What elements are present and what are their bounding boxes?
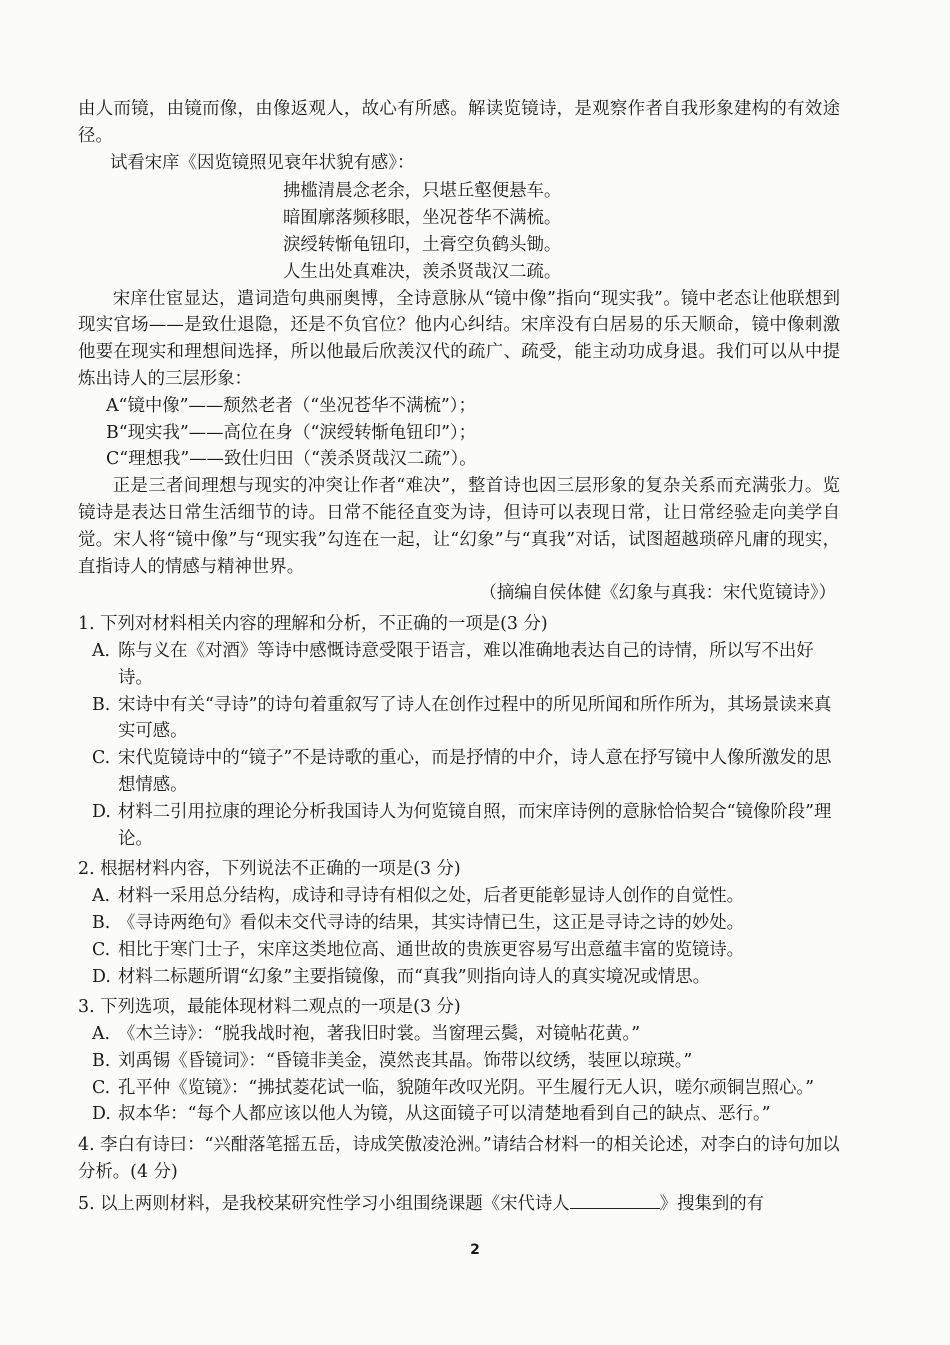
poem-line: 暗囿廓落频移眼，坐况苍华不满梳。 — [283, 208, 562, 229]
question-stem: 3. 下列选项，最能体现材料二观点的一项是(3 分) — [78, 997, 461, 1018]
option — [78, 910, 840, 937]
question-stem: 2. 根据材料内容，下列说法不正确的一项是(3 分) — [78, 859, 461, 880]
option-letter: A. — [92, 886, 111, 907]
option-letter: D. — [92, 1104, 111, 1125]
image-item: B“现实我”——高位在身（“淚绶转惭龟钮印”）； — [106, 422, 477, 443]
option-text: 材料二标题所谓“幻象”主要指镜像，而“真我”则指向诗人的真实境况或情思。 — [118, 966, 711, 987]
option — [78, 1048, 840, 1075]
poem-line: 淚绶转惭龟钮印，土膏空负鹤头锄。 — [283, 234, 562, 255]
analysis-paragraph: 宋庠仕宦显达，遣词造句典丽奥博，全诗意脉从“镜中像”指向“现实我”。镜中老态让他联想到现实官场——是致仕退隐，还是不负官位？他内心纠结。宋庠没有白居易的乐天顺命，镜中像刺激他要在现实和理想间选择，所以他最后欣羡汉代的疏广、疏受，能主动功成身退。我们可以从中提炼出诗人的三层形象： — [78, 288, 840, 389]
question-stem: 1. 下列对材料相关内容的理解和分析，不正确的一项是(3 分) — [78, 614, 548, 635]
option — [78, 937, 840, 964]
poem-title: 试看宋庠《因览镜照见衰年状貌有感》： — [110, 152, 415, 173]
option-letter: D. — [92, 966, 111, 987]
option-text: 陈与义在《对酒》等诗中感慨诗意受限于语言，难以准确地表达自己的诗情，所以写不出好诗。 — [118, 640, 814, 688]
option-text: 宋代览镜诗中的“镜子”不是诗歌的重心，而是抒情的中介，诗人意在抒写镜中人像所激发的思想情感。 — [118, 748, 832, 795]
question-5-text-end: 》搜集到的有 — [659, 1193, 765, 1214]
option-letter: A. — [92, 1024, 111, 1045]
question-5-text: 5. 以上两则材料，是我校某研究性学习小组围绕课题《宋代诗人 — [78, 1193, 570, 1214]
option-letter: C. — [92, 939, 111, 960]
option-text: 宋诗中有关“寻诗”的诗句着重叙写了诗人在创作过程中的所见所闻和所作所为，其场景读来真实可感。 — [118, 694, 832, 742]
intro-paragraph: 由人而镜，由镜而像，由像返观人，故心有所感。解读览镜诗，是观察作者自我形象建构的有效途径。 — [78, 99, 840, 146]
option — [78, 1101, 840, 1128]
option-letter: C. — [92, 1077, 111, 1098]
page-number: 2 — [470, 1242, 480, 1258]
answer-blank[interactable] — [570, 1190, 660, 1209]
option — [78, 883, 840, 910]
option-text: 材料二引用拉康的理论分析我国诗人为何览镜自照，而宋庠诗例的意脉恰恰契合“镜像阶段”理论。 — [118, 801, 832, 849]
question-1 — [78, 611, 840, 852]
option-letter: B. — [92, 912, 111, 933]
document-page — [78, 96, 840, 1218]
question-5 — [78, 1190, 840, 1218]
question-2 — [78, 856, 840, 990]
option — [78, 638, 840, 692]
option-text: 材料一采用总分结构，成诗和寻诗有相似之处，后者更能彰显诗人创作的自觉性。 — [118, 886, 745, 907]
poem-line: 拂槛清晨念老余，只堪丘壑便悬车。 — [283, 181, 562, 202]
option-letter: C. — [92, 748, 111, 769]
option-text: 叔本华：“每个人都应该以他人为镜，从这面镜子可以清楚地看到自己的缺点、恶行。” — [118, 1104, 771, 1125]
image-item: C“理想我”——致仕归田（“羡杀贤哉汉二疏”）。 — [106, 449, 477, 470]
option — [78, 692, 840, 746]
option-text: 《木兰诗》：“脱我战时袍，著我旧时裳。当窗理云鬓，对镜帖花黄。” — [118, 1024, 641, 1045]
option-text: 相比于寒门士子，宋庠这类地位高、通世故的贵族更容易写出意蕴丰富的览镜诗。 — [118, 939, 745, 960]
option — [78, 799, 840, 853]
option-letter: B. — [92, 694, 111, 715]
poem — [78, 178, 840, 285]
option — [78, 1075, 840, 1102]
option-letter: A. — [92, 640, 111, 661]
conclusion-paragraph: 正是三者间理想与现实的冲突让作者“难决”，整首诗也因三层形象的复杂关系而充满张力。览镜诗是表达日常生活细节的诗。日常不能径直变为诗，但诗可以表现日常，让日常经验走向美学自觉。宋人将“镜中像”与“现实我”勾连在一起，让“幻象”与“真我”对话，试图超越琐碎凡庸的现实，直指诗人的情感与精神世界。 — [78, 476, 840, 577]
option — [78, 1021, 840, 1048]
option — [78, 964, 840, 991]
source-citation: （摘编自侯体健《幻象与真我：宋代览镜诗》） — [479, 583, 836, 604]
image-item: A“镜中像”——颓然老者（“坐况苍华不满梳”）； — [106, 395, 476, 416]
option-text: 刘禹锡《昏镜词》：“昏镜非美金，漠然丧其晶。饰带以纹绣，装匣以琼瑛。” — [118, 1050, 693, 1071]
option-text: 《寻诗两绝句》看似未交代寻诗的结果，其实诗情已生，这正是寻诗之诗的妙处。 — [118, 912, 745, 933]
option-letter: D. — [92, 801, 111, 822]
question-3 — [78, 994, 840, 1128]
question-4: 4. 李白有诗曰：“兴酣落笔摇五岳，诗成笑傲凌沧洲。”请结合材料一的相关论述，对李白的诗句加以分析。(4 分) — [78, 1135, 840, 1183]
option — [78, 745, 840, 799]
option-letter: B. — [92, 1050, 111, 1071]
poem-line: 人生出处真难决，羡杀贤哉汉二疏。 — [283, 261, 562, 282]
option-text: 孔平仲《览镜》：“拂拭菱花试一临，貌随年改叹光阴。平生履行无人识，嗟尔顽铜岂照心。” — [118, 1077, 815, 1098]
